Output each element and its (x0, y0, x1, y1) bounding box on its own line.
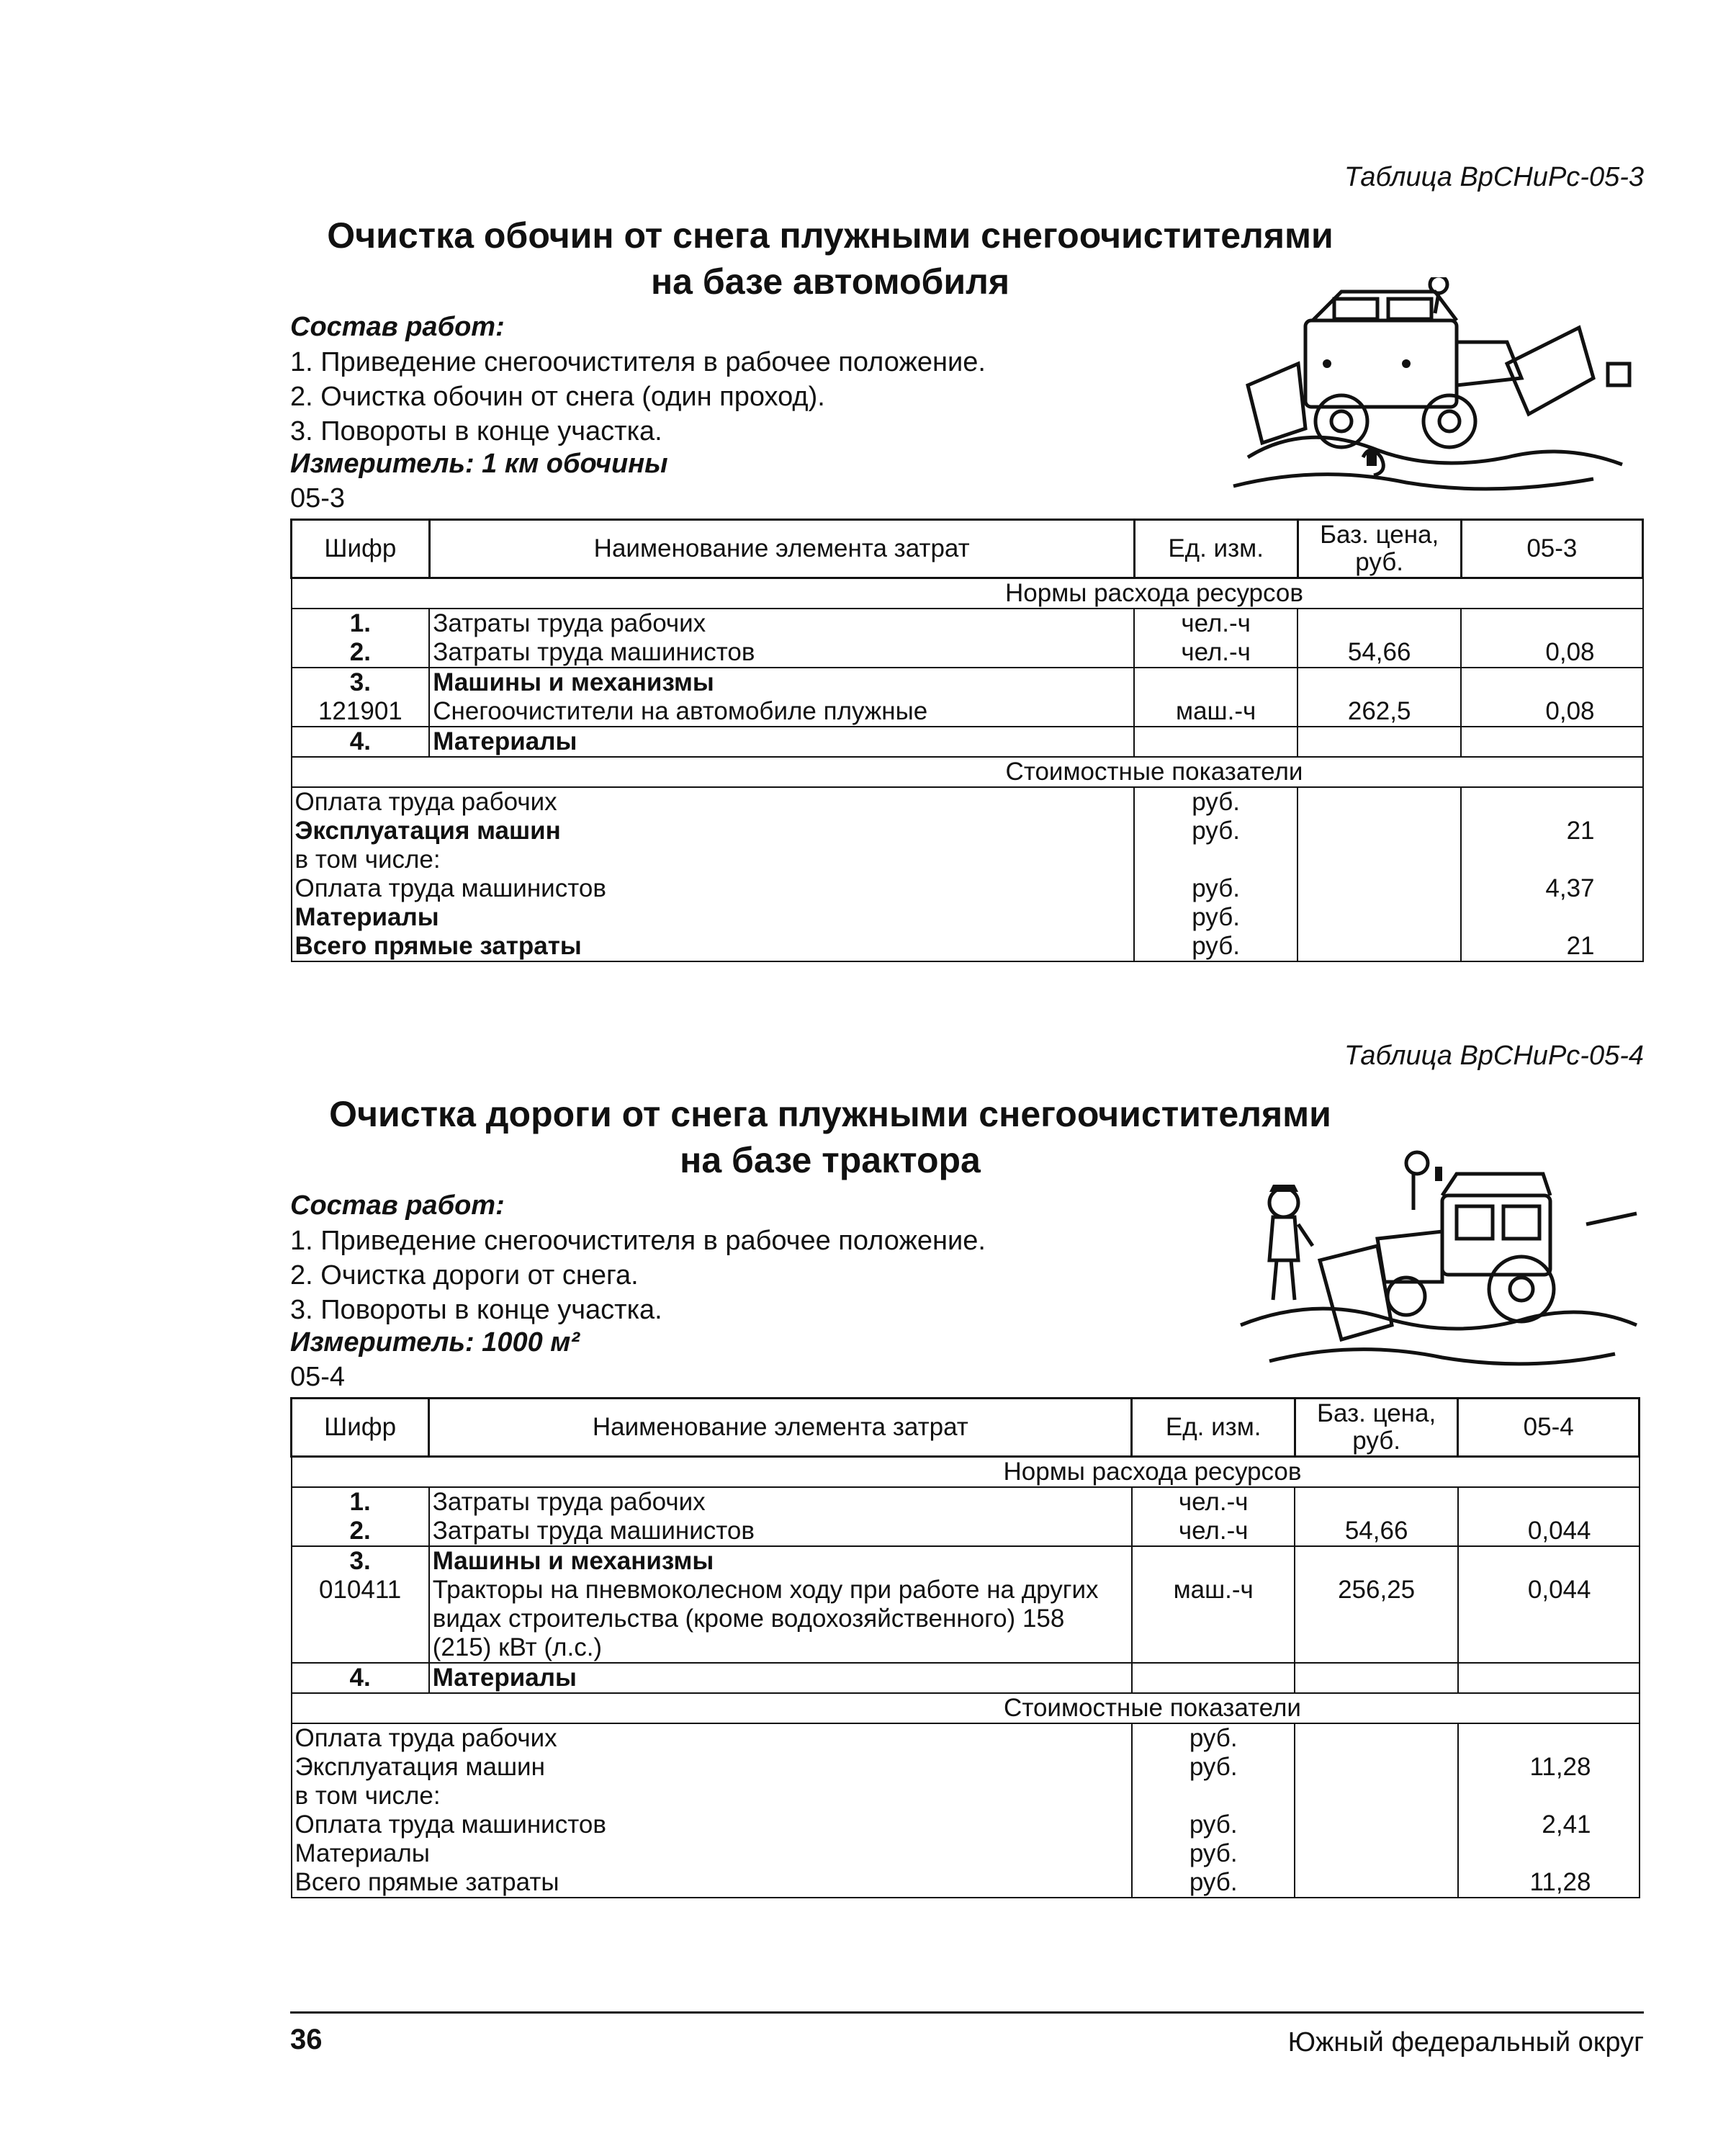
title-line-1: Очистка дороги от снега плужными снегоочистителями (329, 1094, 1331, 1134)
cost-band: Стоимостные показатели (292, 1693, 1640, 1723)
header-price: Баз. цена, руб. (1297, 520, 1461, 578)
cost-row: Материалы руб. (292, 1839, 1640, 1868)
cost-row: Оплата труда рабочих руб. (292, 1723, 1640, 1753)
table-section-05-3 (290, 155, 1644, 961)
footer-divider (290, 2011, 1644, 2014)
table-row: 3. Машины и механизмы (292, 668, 1643, 697)
table-code-label: 05-4 (290, 1362, 346, 1392)
cost-row: Всего прямые затраты руб. 21 (292, 932, 1643, 961)
work-item: 1. Приведение снегоочистителя в рабочее положение. (290, 347, 986, 377)
section-title (290, 212, 1370, 305)
work-composition-heading: Состав работ: (290, 1190, 505, 1221)
cost-band-row (292, 757, 1643, 787)
header-name: Наименование элемента затрат (429, 1399, 1132, 1457)
title-line-2: на базе трактора (680, 1140, 981, 1180)
work-composition-heading: Состав работ: (290, 312, 505, 342)
title-line-1: Очистка обочин от снега плужными снегоочистителями (327, 215, 1334, 256)
work-item: 2. Очистка дороги от снега. (290, 1260, 639, 1291)
cost-row: в том числе: (292, 845, 1643, 874)
cost-row: Всего прямые затраты руб. 11,28 (292, 1868, 1640, 1898)
table-row: 4. Материалы (292, 1663, 1640, 1693)
work-item: 1. Приведение снегоочистителя в рабочее положение. (290, 1226, 986, 1256)
table-row: 2. Затраты труда машинистов чел.-ч 54,66 0,08 (292, 638, 1643, 668)
footer-region: Южный федеральный округ (1287, 2027, 1644, 2057)
work-item: 3. Повороты в конце участка. (290, 1295, 662, 1325)
header-code: Шифр (292, 1399, 429, 1457)
cost-row: Эксплуатация машин руб. 21 (292, 817, 1643, 845)
table-row: 3. Машины и механизмы (292, 1546, 1640, 1576)
section-title (290, 1091, 1370, 1183)
norms-band-row (292, 578, 1643, 609)
header-name: Наименование элемента затрат (429, 520, 1134, 578)
resource-table (290, 519, 1644, 962)
norms-band-row (292, 1457, 1640, 1488)
table-code-label: 05-3 (290, 483, 346, 513)
table-row: 010411 Тракторы на пневмоколесном ходу при работе на других видах строительства (кроме водохозяйственного) 158 (215) кВт (л.с.) маш.-ч 256,25 0,044 (292, 1576, 1640, 1663)
table-reference: Таблица ВрСНиРс-05-3 (1344, 162, 1644, 192)
title-line-2: на базе автомобиля (650, 261, 1010, 302)
norms-band: Нормы расхода ресурсов (292, 1457, 1640, 1488)
cost-row: Эксплуатация машин руб. 11,28 (292, 1753, 1640, 1782)
table-row: 4. Материалы (292, 727, 1643, 757)
header-unit: Ед. изм. (1132, 1399, 1295, 1457)
table-row: 1. Затраты труда рабочих чел.-ч (292, 1487, 1640, 1517)
cost-band-row (292, 1693, 1640, 1723)
cost-row: в том числе: (292, 1782, 1640, 1810)
resource-table (290, 1397, 1640, 1898)
header-column-code: 05-3 (1461, 520, 1642, 578)
measure-unit: Измеритель: 1 км обочины (290, 449, 668, 479)
snowplow-tractor-illustration (1226, 1145, 1644, 1383)
cost-row: Оплата труда машинистов руб. 4,37 (292, 874, 1643, 903)
cost-row: Материалы руб. (292, 903, 1643, 932)
table-header-row (292, 1399, 1640, 1457)
table-reference: Таблица ВрСНиРс-05-4 (1344, 1041, 1644, 1071)
measure-unit: Измеритель: 1000 м² (290, 1327, 580, 1358)
cost-row: Оплата труда рабочих руб. (292, 787, 1643, 817)
work-item: 3. Повороты в конце участка. (290, 416, 662, 446)
page-number: 36 (290, 2024, 323, 2055)
header-unit: Ед. изм. (1134, 520, 1297, 578)
table-header-row (292, 520, 1643, 578)
work-item: 2. Очистка обочин от снега (один проход). (290, 382, 825, 412)
table-row: 1. Затраты труда рабочих чел.-ч (292, 609, 1643, 638)
cost-row: Оплата труда машинистов руб. 2,41 (292, 1810, 1640, 1839)
work-list (290, 1224, 986, 1327)
table-section-05-4 (290, 1033, 1644, 1898)
header-price: Баз. цена, руб. (1295, 1399, 1457, 1457)
table-row: 2. Затраты труда машинистов чел.-ч 54,66 0,044 (292, 1517, 1640, 1546)
table-row: 121901 Снегоочистители на автомобиле плужные маш.-ч 262,5 0,08 (292, 697, 1643, 727)
cost-band: Стоимостные показатели (292, 757, 1643, 787)
norms-band: Нормы расхода ресурсов (292, 578, 1643, 609)
header-column-code: 05-4 (1458, 1399, 1640, 1457)
header-code: Шифр (292, 520, 430, 578)
snowplow-truck-illustration (1219, 277, 1644, 508)
work-list (290, 345, 986, 449)
